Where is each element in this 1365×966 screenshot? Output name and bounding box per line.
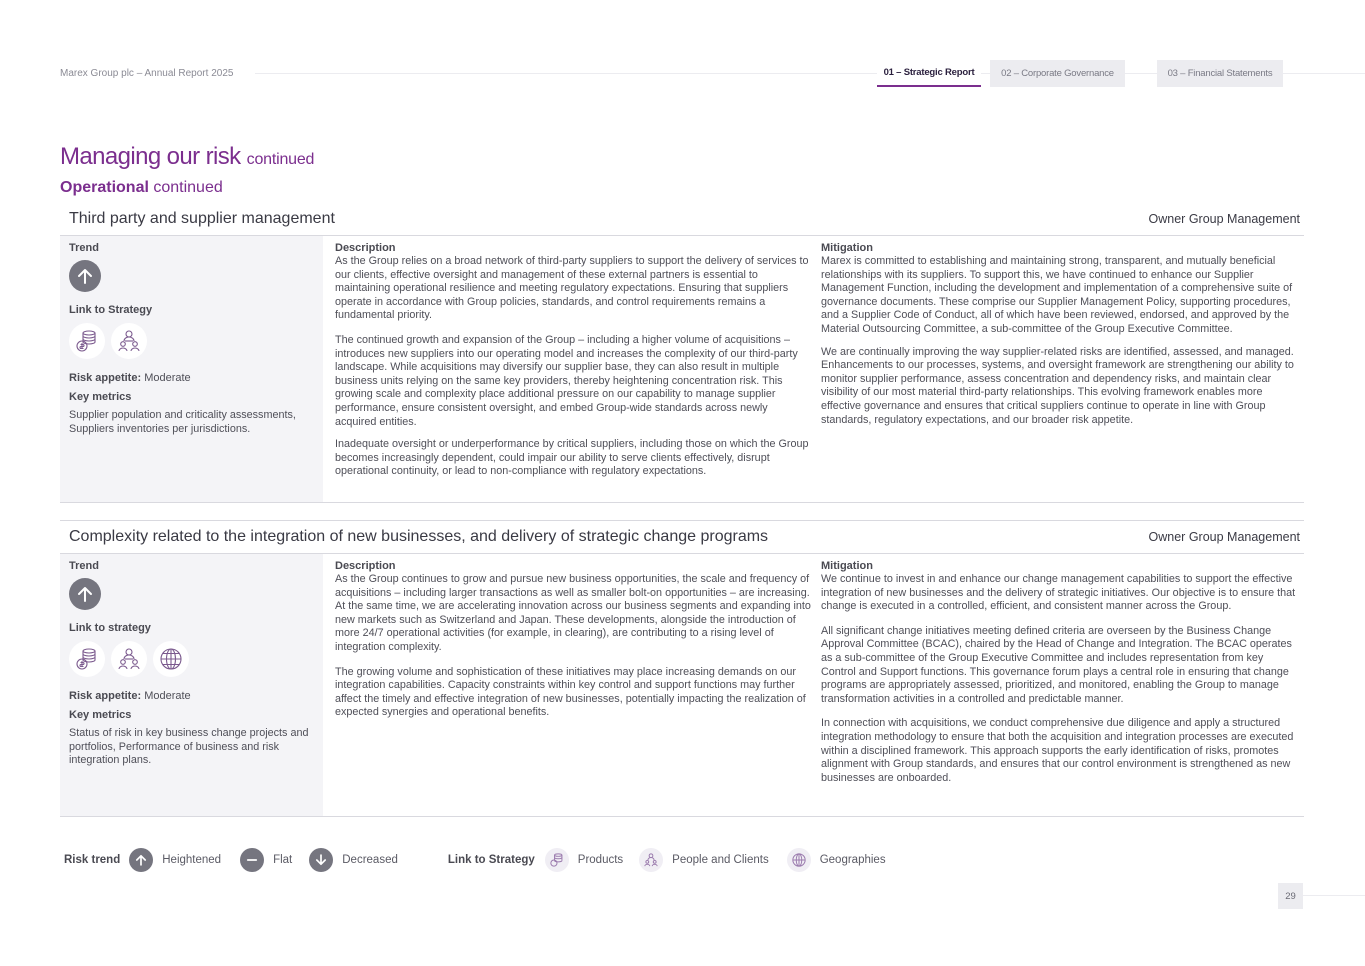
key-metrics-label: Key metrics <box>69 391 132 403</box>
legend-products: Products <box>577 854 624 866</box>
section-title-main: Operational <box>60 179 149 196</box>
legend-geographies: Geographies <box>819 854 886 866</box>
mitigation-paragraph: We are continually improving the way supplier-related risks are identified, assessed, and managed. Enhancements to our processes, systems, and oversight framework are strengthening our ability to monitor supplier performance, assess concentration and dependency risks, and maintain clear visibility of our most material third-party relationships. This evolving framework enables more effective governance and ensures that critical suppliers continue to operate in line with Group standards, regulatory expectations, and our broader risk appetite. <box>821 345 1294 426</box>
risk-header <box>60 521 1304 554</box>
description-label: Description <box>335 560 396 572</box>
legend-heightened: Heightened <box>162 854 222 866</box>
tab-corporate-governance[interactable]: 02 – Corporate Governance <box>990 60 1125 87</box>
products-icon <box>69 323 105 359</box>
legend-flat: Flat <box>273 854 293 866</box>
trend-heightened-icon <box>69 578 101 610</box>
risk-appetite-value: Moderate <box>144 372 191 384</box>
products-icon <box>69 641 105 677</box>
description-paragraph: The continued growth and expansion of the Group – including a higher volume of acquisitions – introduces new suppliers into our operating model and increases the complexity of our third-party landscape. While acquisitions may diversify our supplier base, they can also result in multiple business units relying on the same key providers, thereby heightening concentration risk. This growing scale and complexity place additional pressure on our capability to manage supplier performance, ensure consistent oversight, and embed Group-wide standards across newly acquired entities. <box>335 333 798 428</box>
risk-summary-panel <box>60 236 323 502</box>
description-column <box>323 554 811 816</box>
risk-title: Third party and supplier management <box>69 209 335 227</box>
legend-strategy-label: Link to Strategy <box>447 854 535 866</box>
mitigation-paragraph: All significant change initiatives meeting defined criteria are overseen by the Business Change Approval Committee (BCAC), chaired by the Head of Change and Integration. The BCAC operates as a sub-committee of the Group Executive Committee and includes representation from key Control and Support functions. This governance forum plays a central role in ensuring that change programs are appropriately assessed, prioritized, and monitored, enabling the Group to manage transformation activities in a controlled and predictable manner. <box>821 624 1292 705</box>
flat-dash-icon <box>240 848 264 872</box>
arrow-down-icon <box>309 848 333 872</box>
key-metrics-label: Key metrics <box>69 709 132 721</box>
trend-label: Trend <box>69 560 99 572</box>
strategy-label: Link to Strategy <box>69 304 153 316</box>
mitigation-label: Mitigation <box>821 242 873 254</box>
risk-body <box>60 236 1304 503</box>
geographies-icon <box>787 848 811 872</box>
legend-people-and-clients: People and Clients <box>672 854 769 866</box>
people-and-clients-icon <box>111 323 147 359</box>
products-icon <box>545 848 569 872</box>
risk-appetite-label: Risk appetite: <box>69 372 142 384</box>
key-metrics-text: Status of risk in key business change projects and portfolios, Performance of business and risk integration plans. <box>69 727 309 767</box>
risk-appetite <box>69 371 314 385</box>
risk-owner: Owner Group Management <box>1148 530 1300 544</box>
description-paragraph: As the Group relies on a broad network of third-party suppliers to support the delivery of services to our clients, effective oversight and management of these external partners is essential to maintaining operational resilience and meeting regulatory expectations. Ensuring that suppliers operate in accordance with Group policies, standards, and control requirements remains a fundamental priority. <box>335 255 809 322</box>
risk-summary-panel <box>60 554 323 816</box>
description-paragraph: The growing volume and sophistication of these initiatives may place increasing demands on our integration capabilities. Capacity constraints within key control and support functions may further affect the timely and effective integration of new businesses, potentially impacting the realization of expected synergies and operational benefits. <box>335 665 806 719</box>
risk-header <box>60 202 1304 236</box>
legend <box>64 848 886 872</box>
page-title-main: Managing our risk <box>60 143 241 170</box>
section-tabs <box>877 60 1283 87</box>
page-number: 29 <box>1278 883 1303 909</box>
mitigation-paragraph: In connection with acquisitions, we conduct comprehensive due diligence and apply a structured integration methodology to ensure that both the acquisition and integration processes are executed within a disciplined framework. This approach supports the early identification of risks, promotes alignment with Group standards, and ensures that our control environment is strengthened as new businesses are onboarded. <box>821 717 1294 784</box>
description-paragraph: Inadequate oversight or underperformance by critical suppliers, including those on which the Group becomes increasingly dependent, could impair our ability to serve clients effectively, disrupt operational continuity, or lead to non-compliance with regulatory expectations. <box>335 438 809 478</box>
people-and-clients-icon <box>639 848 663 872</box>
key-metrics-text: Supplier population and criticality assessments, Suppliers inventories per jurisdictions. <box>69 409 296 435</box>
risk-card-integration <box>60 520 1304 817</box>
page-title <box>60 143 314 171</box>
section-title-suffix: continued <box>153 179 223 196</box>
footer-rule <box>1303 895 1365 896</box>
mitigation-column <box>811 554 1304 816</box>
people-and-clients-icon <box>111 641 147 677</box>
tab-financial-statements[interactable]: 03 – Financial Statements <box>1157 60 1283 87</box>
section-title <box>60 179 223 197</box>
tab-strategic-report[interactable]: 01 – Strategic Report <box>877 60 981 87</box>
arrow-up-icon <box>129 848 153 872</box>
mitigation-paragraph: Marex is committed to establishing and maintaining strong, transparent, and mutually beneficial relationships with its suppliers. To support this, we have continued to enhance our Supplier Management Function, including the development and implementation of a comprehensive suite of governance documents. These comprise our Supplier Management Policy, supporting procedures, and a Supplier Code of Conduct, all of which have been reviewed, endorsed, and approved by the Material Outsourcing Committee, a sub-committee of the Group Executive Committee. <box>821 255 1293 335</box>
risk-body <box>60 554 1304 817</box>
risk-appetite <box>69 689 314 703</box>
trend-heightened-icon <box>69 260 101 292</box>
geographies-icon <box>153 641 189 677</box>
legend-decreased: Decreased <box>342 854 398 866</box>
strategy-icons <box>69 641 314 677</box>
mitigation-label: Mitigation <box>821 560 873 572</box>
mitigation-column <box>811 236 1304 502</box>
risk-card-third-party <box>60 202 1304 503</box>
page-title-suffix: continued <box>246 151 315 168</box>
strategy-label: Link to strategy <box>69 622 151 634</box>
risk-appetite-value: Moderate <box>144 690 191 702</box>
description-paragraph: As the Group continues to grow and pursue new business opportunities, the scale and frequency of acquisitions – including larger transactions as well as smaller bolt-on opportunities – are increasing. At the same time, we are accelerating innovation across our business segments and expanding into new markets such as Switzerland and Japan. These developments, alongside the introduction of more 24/7 operational activities (for example, in clearing), are contributing to a rising level of integration complexity. <box>335 573 811 653</box>
description-label: Description <box>335 242 396 254</box>
report-name: Marex Group plc – Annual Report 2025 <box>60 68 234 79</box>
trend-label: Trend <box>69 242 99 254</box>
strategy-icons <box>69 323 314 359</box>
risk-appetite-label: Risk appetite: <box>69 690 142 702</box>
legend-risk-trend-label: Risk trend <box>64 854 121 866</box>
description-column <box>323 236 811 502</box>
risk-owner: Owner Group Management <box>1148 211 1300 226</box>
mitigation-paragraph: We continue to invest in and enhance our change management capabilities to support the effective integration of new businesses and the delivery of strategic initiatives. Our objective is to ensure that change is executed in a controlled, efficient, and consistent manner across the Group. <box>821 573 1296 613</box>
risk-title: Complexity related to the integration of new businesses, and delivery of strategic change programs <box>69 528 769 545</box>
